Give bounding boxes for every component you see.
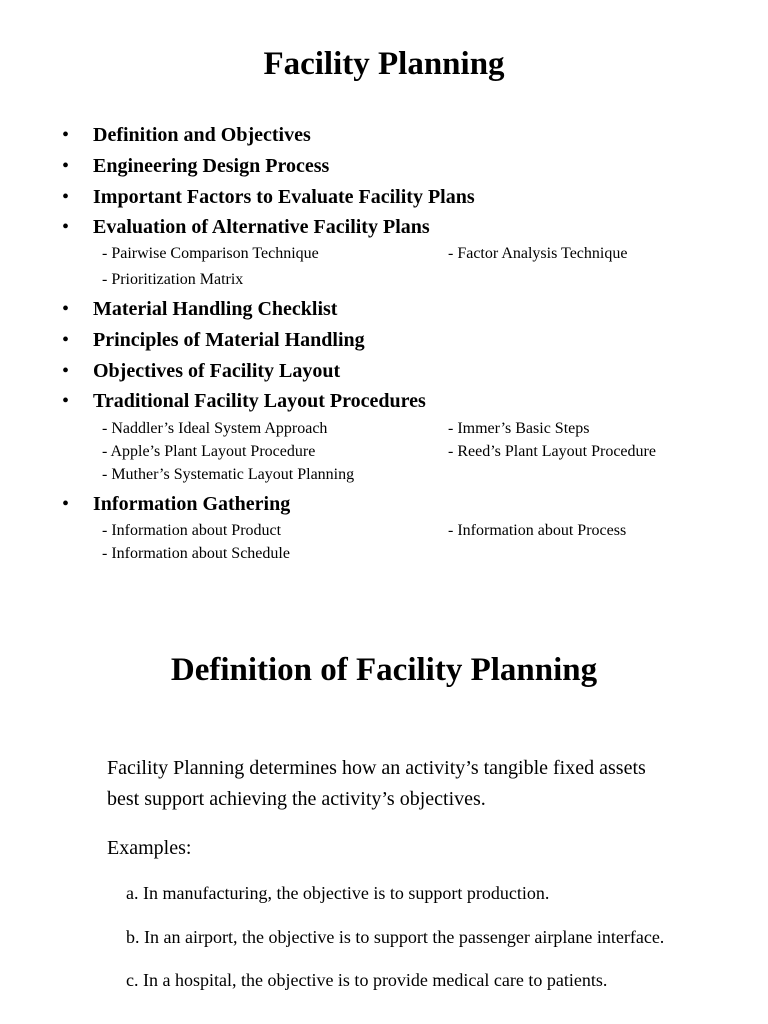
bullet-marker: • bbox=[62, 493, 70, 515]
sub-item: - Apple’s Plant Layout Procedure bbox=[102, 443, 316, 460]
bullet-marker: • bbox=[62, 298, 70, 320]
bullet-marker: • bbox=[62, 360, 70, 382]
bullet-text: Evaluation of Alternative Facility Plans bbox=[93, 216, 430, 238]
page-title: Facility Planning bbox=[263, 46, 505, 82]
bullet-text: Traditional Facility Layout Procedures bbox=[93, 390, 426, 412]
sub-item: - Prioritization Matrix bbox=[102, 271, 244, 288]
bullet-text: Objectives of Facility Layout bbox=[93, 360, 341, 382]
bullet-marker: • bbox=[62, 329, 70, 351]
bullet-text: Engineering Design Process bbox=[93, 155, 330, 177]
bullet-text: Information Gathering bbox=[93, 493, 291, 515]
sub-item: - Muther’s Systematic Layout Planning bbox=[102, 466, 355, 483]
definition-line: Facility Planning determines how an activity’s tangible fixed assets bbox=[107, 757, 646, 779]
example-item: b. In an airport, the objective is to support the passenger airplane interface. bbox=[126, 927, 665, 947]
definition-line: best support achieving the activity’s objectives. bbox=[107, 788, 486, 810]
sub-item: - Factor Analysis Technique bbox=[448, 245, 628, 262]
bullet-marker: • bbox=[62, 155, 70, 177]
bullet-marker: • bbox=[62, 186, 70, 208]
bullet-text: Material Handling Checklist bbox=[93, 298, 338, 320]
bullet-text: Definition and Objectives bbox=[93, 124, 311, 146]
example-item: c. In a hospital, the objective is to provide medical care to patients. bbox=[126, 970, 608, 990]
bullet-text: Principles of Material Handling bbox=[93, 329, 365, 351]
example-item: a. In manufacturing, the objective is to support production. bbox=[126, 883, 550, 903]
examples-label: Examples: bbox=[107, 837, 192, 859]
sub-item: - Reed’s Plant Layout Procedure bbox=[448, 443, 656, 460]
sub-item: - Pairwise Comparison Technique bbox=[102, 245, 319, 262]
bullet-marker: • bbox=[62, 216, 70, 238]
section-title: Definition of Facility Planning bbox=[170, 652, 598, 688]
bullet-text: Important Factors to Evaluate Facility Plans bbox=[93, 186, 475, 208]
sub-item: - Information about Schedule bbox=[102, 545, 290, 562]
bullet-marker: • bbox=[62, 124, 70, 146]
bullet-marker: • bbox=[62, 390, 70, 412]
sub-item: - Naddler’s Ideal System Approach bbox=[102, 420, 328, 437]
sub-item: - Information about Process bbox=[448, 522, 627, 539]
sub-item: - Immer’s Basic Steps bbox=[448, 420, 590, 437]
sub-item: - Information about Product bbox=[102, 522, 282, 539]
